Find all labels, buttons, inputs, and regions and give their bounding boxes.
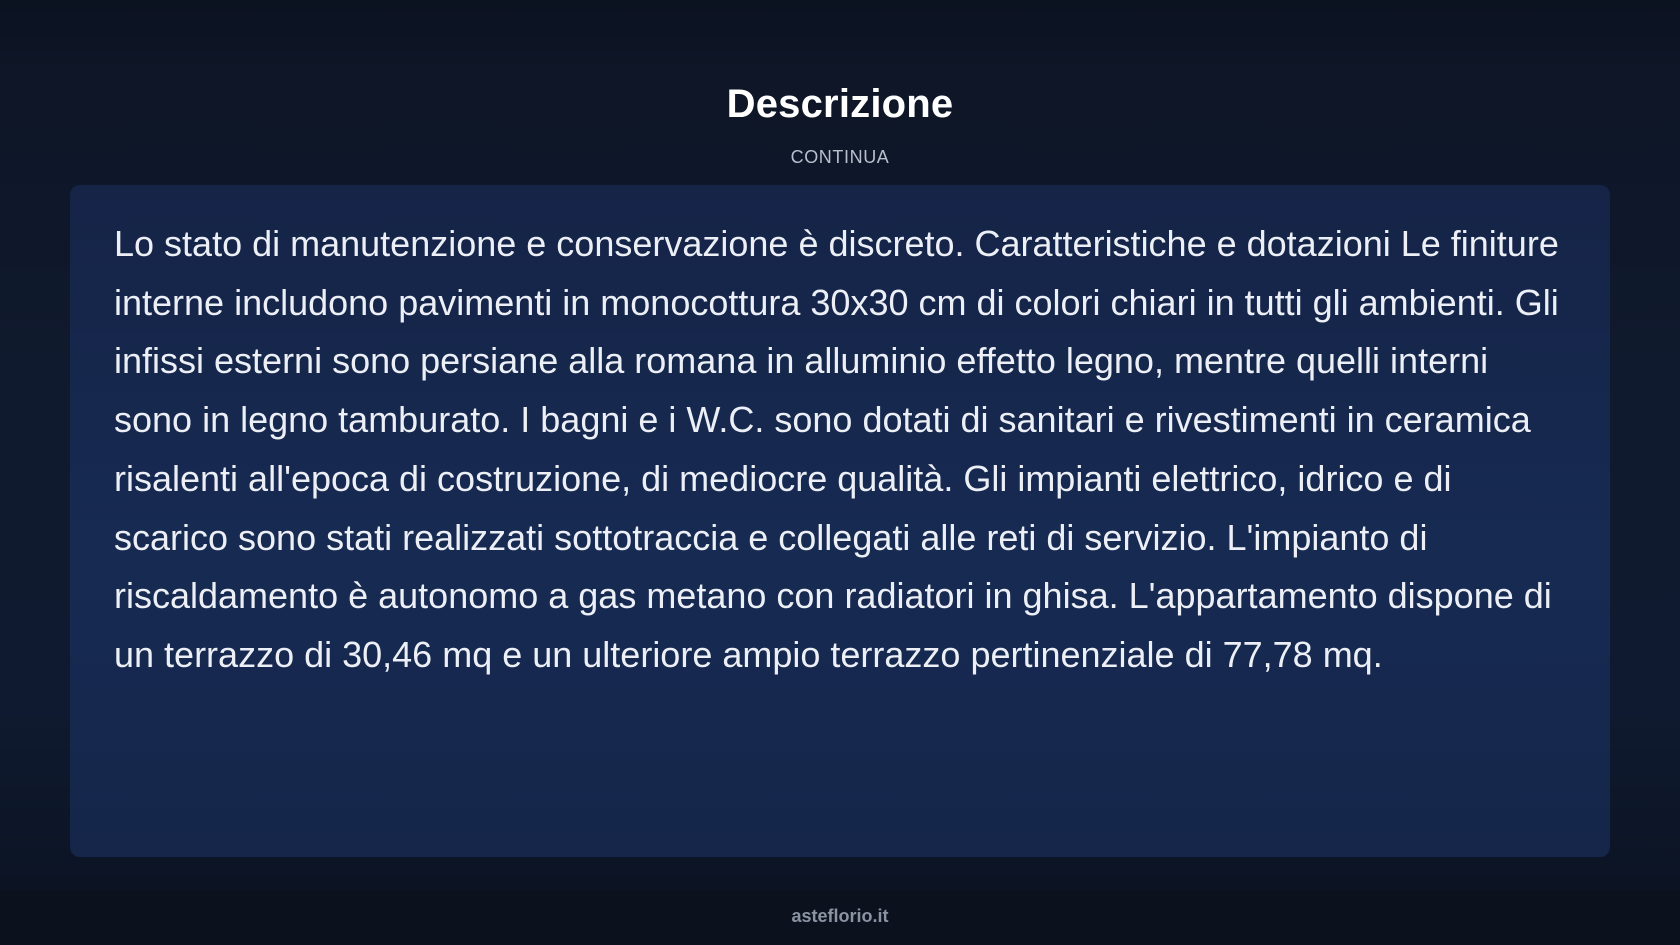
description-text: Lo stato di manutenzione e conservazione è discreto. Caratteristiche e dotazioni Le finiture interne includono pavimenti in monocottura 30x30 cm di colori chiari in tutti gli ambienti. Gli infissi esterni sono persiane alla romana in alluminio effetto legno, mentre quelli interni sono in legno tamburato. I bagni e i W.C. sono dotati di sanitari e rivestimenti in ceramica risalenti all'epoca di costruzione, di mediocre qualità. Gli impianti elettrico, idrico e di scarico sono stati realizzati sottotraccia e collegati alle reti di servizio. L'impianto di riscaldamento è autonomo a gas metano con radiatori in ghisa. L'appartamento dispone di un terrazzo di 30,46 mq e un ulteriore ampio terrazzo pertinenziale di 77,78 mq. [114,223,1559,675]
page-title: Descrizione [726,82,954,126]
description-card [70,185,1610,857]
page-header [0,78,1680,168]
footer-site-label: asteflorio.it [791,906,889,926]
footer-bar [0,890,1680,945]
page-subtitle: CONTINUA [790,147,890,167]
top-band [0,0,1680,68]
